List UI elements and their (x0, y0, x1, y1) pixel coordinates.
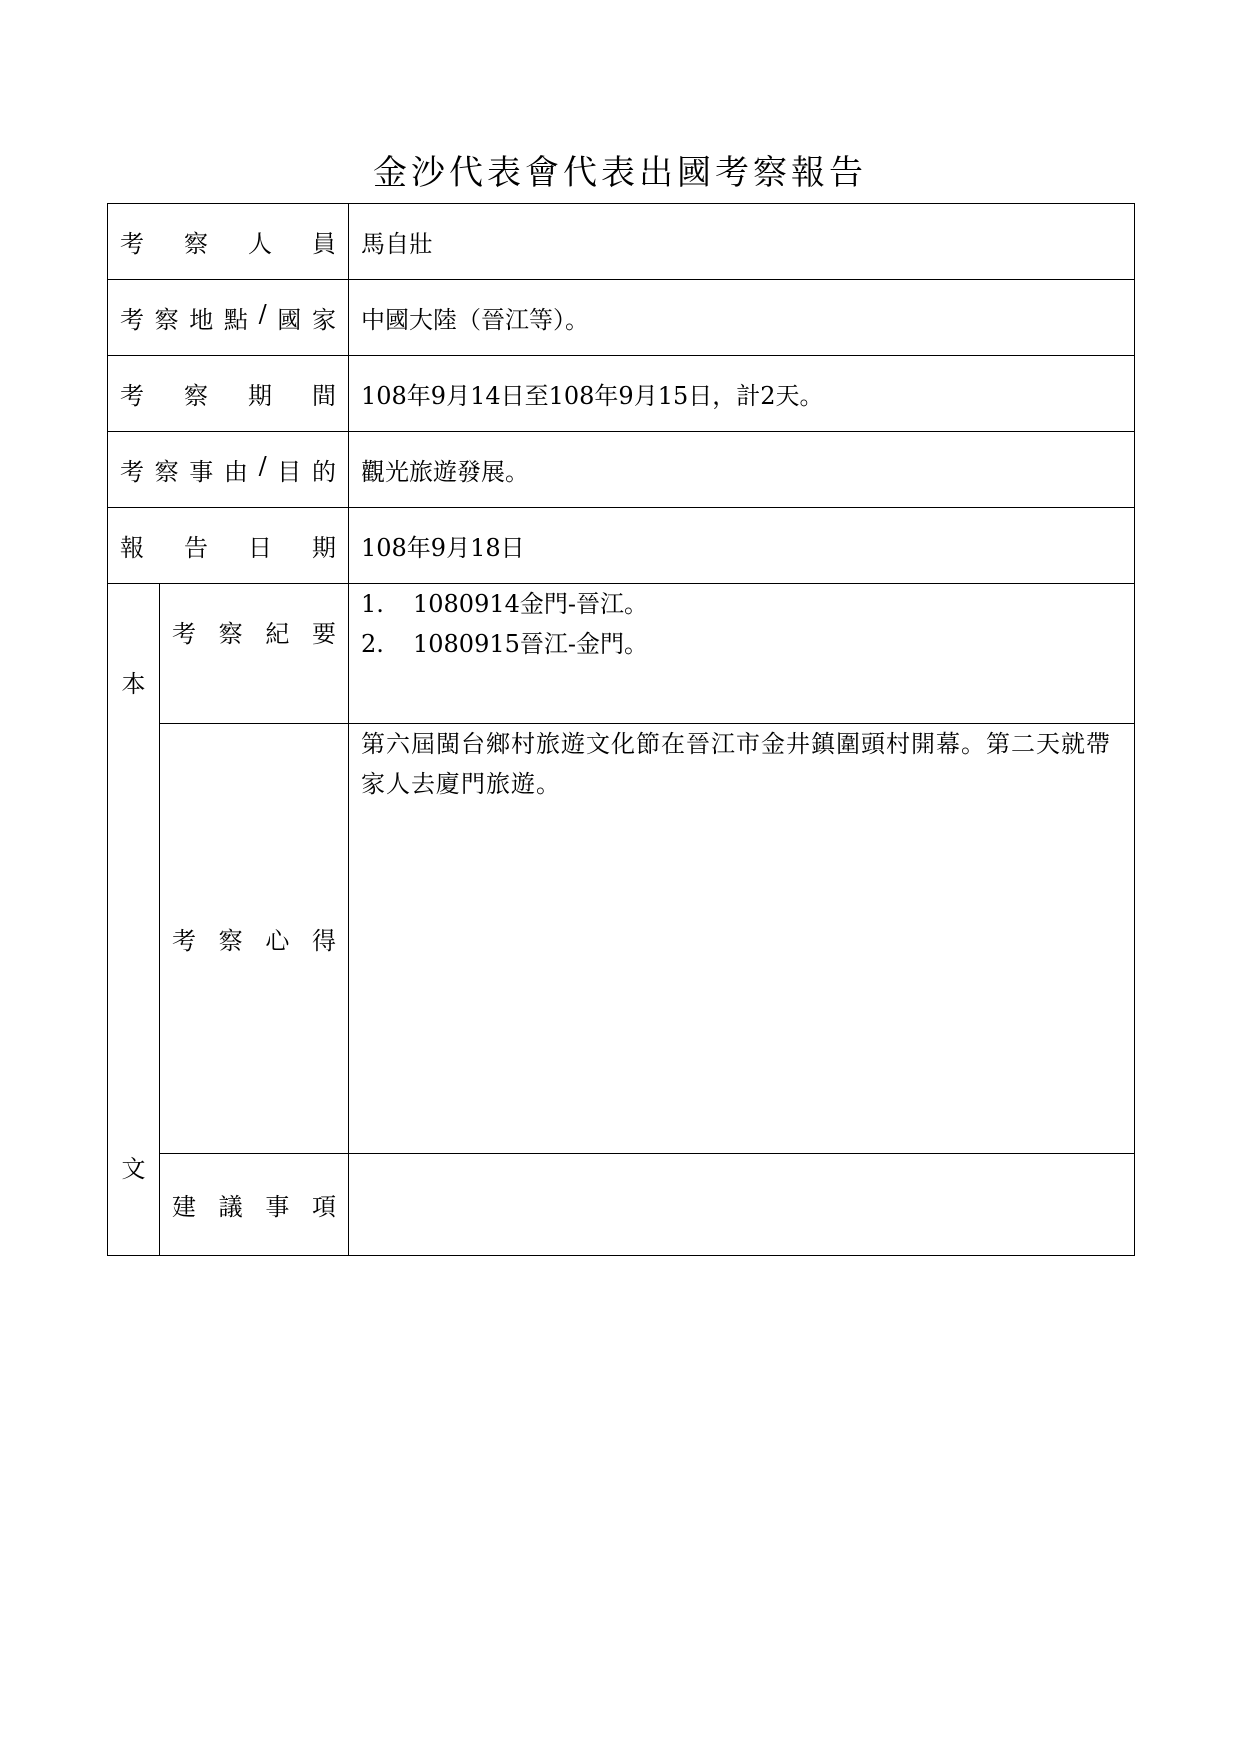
report-table (107, 203, 1135, 1256)
body-label-top: 本 (121, 670, 146, 698)
label-period: 考 察 期 間 (108, 356, 349, 432)
value-suggestions (349, 1154, 1135, 1256)
row-purpose (108, 432, 1135, 508)
value-summary (349, 584, 1135, 724)
value-purpose: 觀光旅遊發展。 (349, 432, 1135, 508)
label-report-date: 報 告 日 期 (108, 508, 349, 584)
reflection-text: 第六屆閩台鄉村旅遊文化節在晉江市金井鎮圍頭村開幕。第二天就帶家人去廈門旅遊。 (361, 730, 1111, 798)
row-personnel (108, 204, 1135, 280)
label-personnel: 考 察 人 員 (108, 204, 349, 280)
label-summary: 考 察 紀 要 (160, 584, 349, 724)
value-personnel: 馬自壯 (349, 204, 1135, 280)
row-reflection (108, 724, 1135, 1154)
row-suggestions (108, 1154, 1135, 1256)
page-title: 金沙代表會代表出國考察報告 (373, 153, 867, 193)
row-report-date (108, 508, 1135, 584)
label-reflection: 考 察 心 得 (160, 724, 349, 1154)
value-reflection (349, 724, 1135, 1154)
value-report-date: 108年9月18日 (349, 508, 1135, 584)
body-label-cell (108, 584, 160, 1256)
label-suggestions: 建 議 事 項 (160, 1154, 349, 1256)
row-summary (108, 584, 1135, 724)
body-label-bottom: 文 (121, 1155, 146, 1183)
summary-item: 1. 1080914金門-晉江。 (361, 590, 648, 618)
row-location (108, 280, 1135, 356)
value-location: 中國大陸（晉江等）。 (349, 280, 1135, 356)
summary-item: 2. 1080915晉江-金門。 (361, 630, 648, 658)
value-period: 108年9月14日至108年9月15日，計2天。 (349, 356, 1135, 432)
row-period (108, 356, 1135, 432)
label-purpose: 考 察 事 由 / 目 的 (108, 432, 349, 508)
label-location: 考 察 地 點 / 國 家 (108, 280, 349, 356)
